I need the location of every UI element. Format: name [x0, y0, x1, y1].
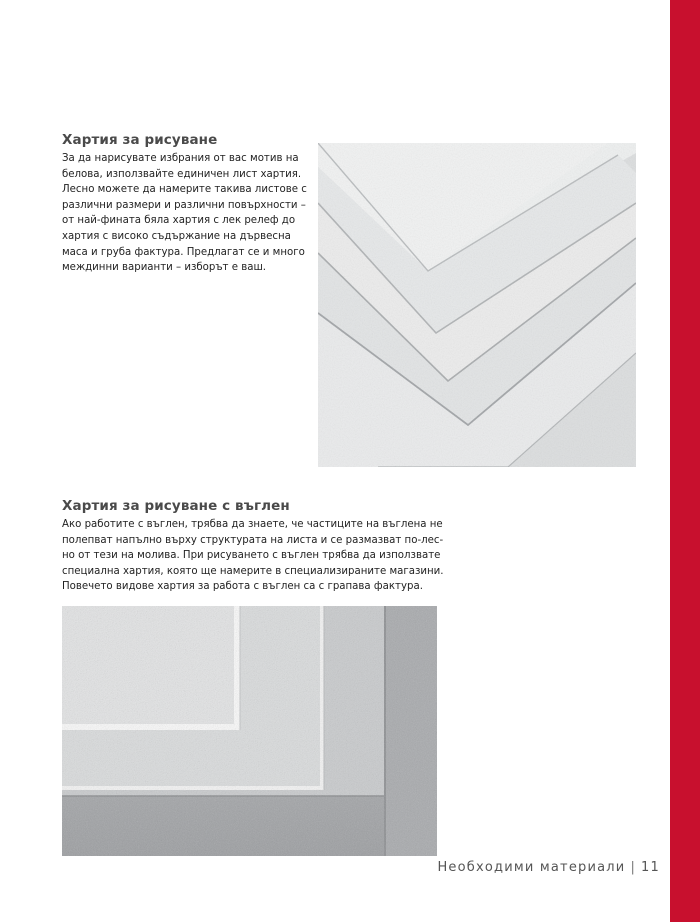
section-title-charcoal-paper: Хартия за рисуване с въглен [62, 498, 290, 514]
text-line: хартия с високо съдържание на дървесна [62, 230, 291, 242]
section-body-charcoal-paper [62, 517, 444, 595]
paper-sheets-image [318, 143, 636, 467]
text-line: полепват напълно върху структурата на листа и се размазват по-лес- [62, 534, 444, 546]
text-line: Лесно можете да намерите такива листове с [62, 184, 307, 196]
footer-chapter-title: Необходими материали [437, 860, 626, 875]
text-line: маса и груба фактура. Предлагат се и много [62, 246, 305, 258]
photo-charcoal-paper [62, 606, 437, 856]
page-footer [437, 860, 660, 875]
text-line: междинни варианти – изборът е ваш. [62, 262, 267, 274]
accent-bar [670, 0, 700, 922]
text-line: белова, използвайте единичен лист хартия. [62, 168, 302, 180]
text-line: различни размери и различни повърхности – [62, 199, 306, 211]
text-line: За да нарисувате избрания от вас мотив на [62, 153, 299, 164]
section-body-drawing-paper [62, 151, 307, 276]
section-title-drawing-paper: Хартия за рисуване [62, 132, 218, 148]
photo-drawing-paper-sheets [318, 143, 636, 467]
text-line: специална хартия, която ще намерите в специализираните магазини. [62, 565, 444, 577]
charcoal-paper-image [62, 606, 437, 856]
text-line: Ако работите с въглен, трябва да знаете, че частиците на въглена не [62, 519, 443, 530]
footer-separator: | [630, 860, 637, 875]
text-line: от най-фината бяла хартия с лек релеф до [62, 215, 296, 227]
text-line: но от тези на молива. При рисуването с въглен трябва да използвате [62, 550, 441, 562]
text-line: Повечето видове хартия за работа с въглен са с грапава фактура. [62, 581, 423, 593]
footer-page-number: 11 [641, 860, 660, 875]
